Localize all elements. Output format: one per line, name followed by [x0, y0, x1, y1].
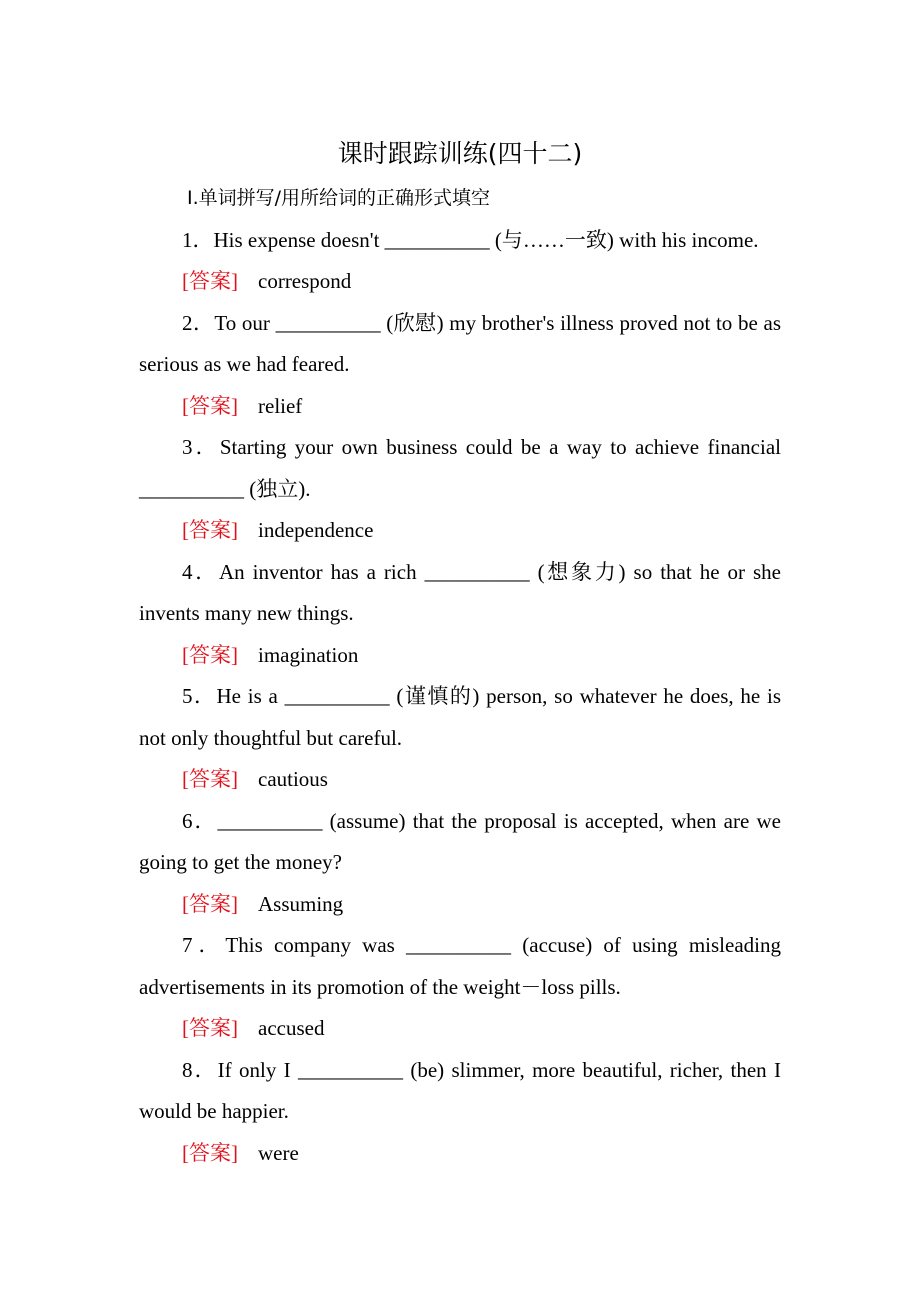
question: 5．He is a __________ (谨慎的) person, so whatever he does, he is not only thoughtful but careful. — [139, 684, 781, 750]
answer — [139, 1008, 781, 1050]
answer-tag: [答案] — [182, 393, 238, 418]
answer-value: independence — [258, 518, 374, 542]
answer — [139, 386, 781, 428]
question-list — [139, 220, 781, 1175]
answer — [139, 635, 781, 677]
answer — [139, 884, 781, 926]
answer-value: cautious — [258, 767, 328, 791]
answer-tag: [答案] — [182, 891, 238, 916]
page-title: 课时跟踪训练(四十二) — [337, 139, 583, 168]
answer-tag: [答案] — [182, 1140, 238, 1165]
section-heading: Ⅰ.单词拼写/用所给词的正确形式填空 — [187, 187, 491, 209]
exercise-content — [139, 178, 781, 1174]
answer — [139, 261, 781, 303]
answer — [139, 510, 781, 552]
answer-value: were — [258, 1140, 299, 1165]
answer-tag: [答案] — [182, 518, 238, 542]
answer-value: imagination — [258, 642, 359, 667]
answer-tag: [答案] — [182, 1016, 238, 1040]
question: 3．Starting your own business could be a way to achieve financial __________ (独立). — [139, 435, 781, 501]
question: 1．His expense doesn't __________ (与……一致) with his income. — [182, 227, 759, 252]
answer-value: accused — [258, 1016, 325, 1040]
answer — [139, 759, 781, 801]
answer-tag: [答案] — [182, 269, 238, 293]
question: 8．If only I __________ (be) slimmer, more beautiful, richer, then I would be happier. — [139, 1057, 781, 1123]
answer-tag: [答案] — [182, 642, 238, 667]
question: 6．__________ (assume) that the proposal is accepted, when are we going to get the money? — [139, 808, 781, 874]
answer-value: Assuming — [258, 891, 344, 916]
answer-value: relief — [258, 393, 303, 418]
question: 2．To our __________ (欣慰) my brother's illness proved not to be as serious as we had feared. — [139, 310, 781, 376]
question: 4．An inventor has a rich __________ (想象力) so that he or she invents many new things. — [139, 559, 781, 625]
answer-value: correspond — [258, 269, 352, 293]
question: 7．This company was __________ (accuse) of using misleading advertisements in its promotion of the weight－loss pills. — [139, 933, 781, 999]
answer-tag: [答案] — [182, 767, 238, 791]
answer — [139, 1133, 781, 1175]
